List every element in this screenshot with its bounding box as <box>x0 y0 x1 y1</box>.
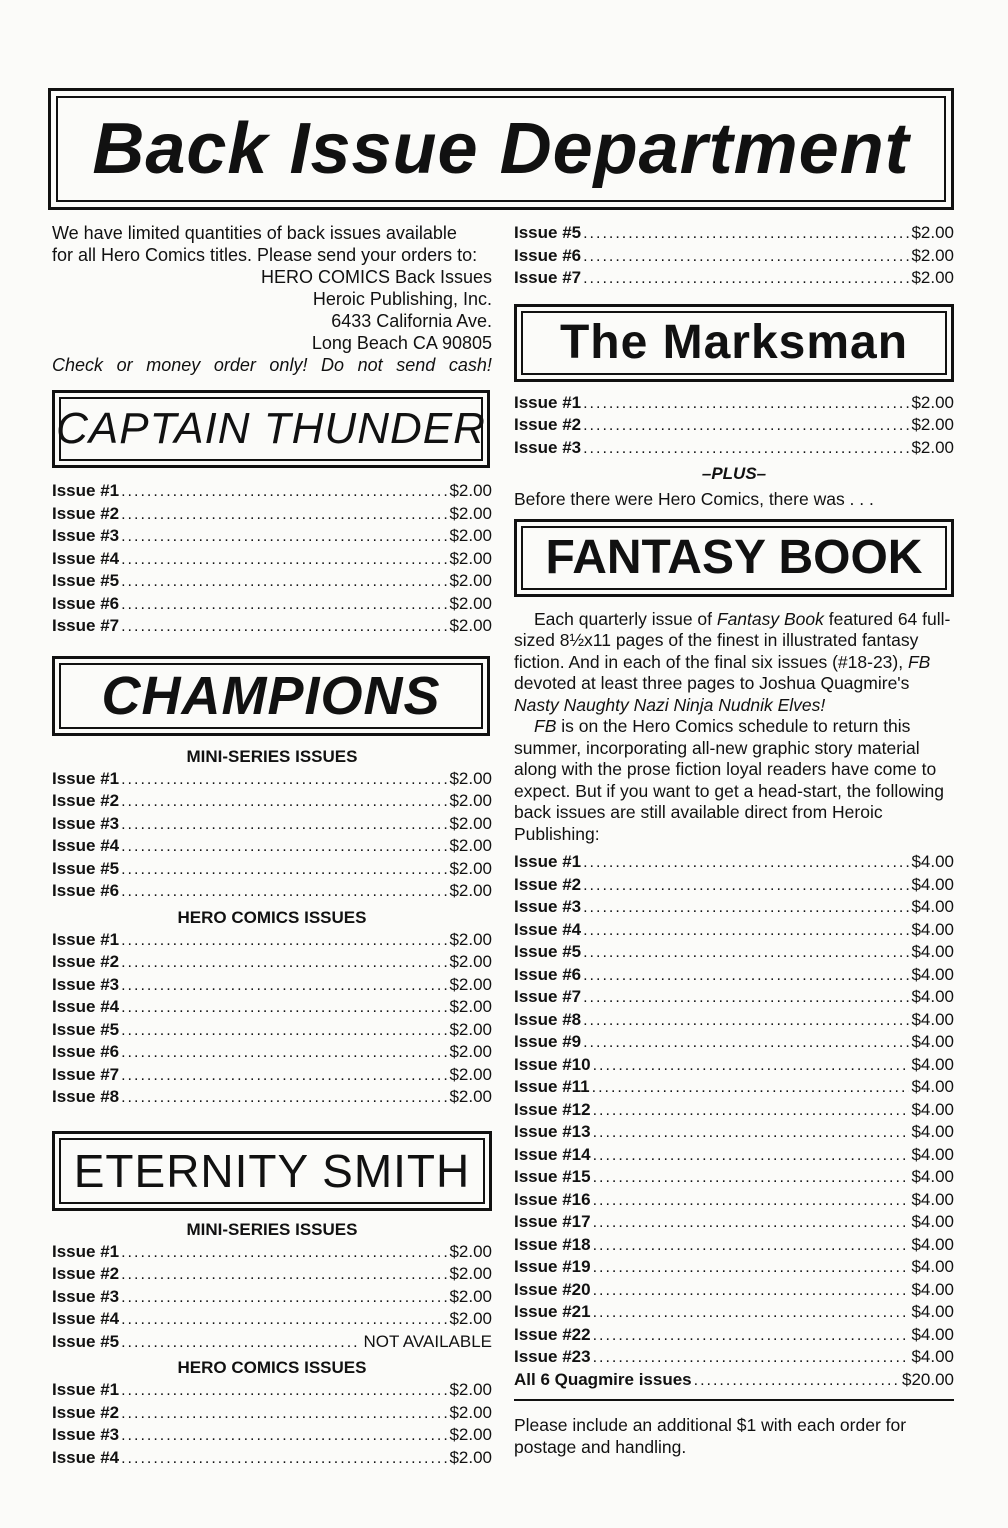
payment-note <box>52 354 492 376</box>
paragraph-italic: FB <box>534 716 557 736</box>
before-text: Before there were Hero Comics, there was . . . <box>514 489 874 509</box>
issue-price: $4.00 <box>911 1009 954 1029</box>
intro-line: We have limited quantities of back issues available <box>52 223 457 243</box>
issue-row <box>514 267 954 290</box>
issue-price: $2.00 <box>449 593 492 613</box>
dot-leader <box>121 616 447 638</box>
issue-row <box>52 790 492 813</box>
issue-price: $2.00 <box>449 813 492 833</box>
paragraph-text: is on the Hero Comics schedule to return this summer, incorporating all-new graphic story material along with the prose fiction loyal readers have come to expect. But if you want to get a head-start, the following back issues are still available direct from Heroic Publishing: <box>514 716 944 844</box>
issue-price: $4.00 <box>911 1077 954 1096</box>
dot-leader <box>593 1190 910 1212</box>
issue-price: $2.00 <box>449 1241 492 1261</box>
issue-label: Issue #4 <box>514 919 582 939</box>
issue-label: Issue #1 <box>52 1241 120 1261</box>
issue-label: Issue #5 <box>52 858 120 878</box>
issue-price: $2.00 <box>911 245 954 265</box>
issue-price: $2.00 <box>449 836 492 855</box>
issue-label: Issue #2 <box>52 1264 120 1283</box>
issue-label: Issue #8 <box>52 1087 120 1106</box>
dot-leader <box>593 1235 910 1257</box>
note-word: not <box>357 355 383 375</box>
issue-price: $2.00 <box>449 1425 492 1444</box>
issue-label: Issue #5 <box>52 571 120 590</box>
dot-leader <box>593 1145 910 1167</box>
dot-leader <box>583 415 909 437</box>
dot-leader <box>121 594 447 616</box>
issue-row <box>514 1301 954 1324</box>
champions-mini-heading: MINI-SERIES ISSUES <box>186 746 358 766</box>
issue-label: Issue #2 <box>52 503 120 523</box>
issue-row <box>514 941 954 964</box>
champions-mini-list <box>52 768 492 903</box>
issue-row <box>514 1234 954 1257</box>
dot-leader <box>583 897 909 919</box>
issue-price: $2.00 <box>449 1447 492 1467</box>
dot-leader <box>121 481 447 503</box>
plus-label: –PLUS– <box>701 464 767 483</box>
issue-price: $20.00 <box>902 1369 954 1389</box>
dot-leader <box>121 1309 447 1331</box>
issue-row <box>52 548 492 571</box>
eternity-smith-mini-list <box>52 1241 492 1354</box>
issue-label: Issue #1 <box>514 852 582 871</box>
issue-label: Issue #4 <box>52 548 120 568</box>
note-word: money <box>146 355 201 375</box>
paragraph-text: devoted at least three pages to Joshua Quagmire's <box>514 673 910 693</box>
dot-leader <box>593 1055 910 1077</box>
issue-label: Issue #21 <box>514 1302 591 1321</box>
issue-row <box>52 1331 492 1354</box>
issue-label: Issue #2 <box>52 952 120 971</box>
issue-price: $2.00 <box>449 1264 492 1283</box>
eternity-smith-hero-heading: HERO COMICS ISSUES <box>177 1358 367 1377</box>
marksman-title-box <box>514 304 954 382</box>
issue-label: Issue #5 <box>52 1019 120 1039</box>
issue-row <box>52 480 492 503</box>
dot-leader <box>583 438 909 460</box>
issue-price: $2.00 <box>449 1402 492 1422</box>
dot-leader <box>121 975 447 997</box>
issue-row <box>514 1031 954 1054</box>
dot-leader <box>593 1100 910 1122</box>
issue-row <box>52 951 492 974</box>
issue-price: $4.00 <box>911 1189 954 1209</box>
dot-leader <box>121 1087 447 1109</box>
issue-label: Issue #2 <box>52 791 120 810</box>
issue-row <box>52 835 492 858</box>
issue-row <box>52 503 492 526</box>
issue-price: $4.00 <box>911 1257 954 1276</box>
eternity-smith-hero-list-continued <box>514 222 954 290</box>
issue-label: Issue #7 <box>514 987 582 1006</box>
dot-leader <box>583 942 909 964</box>
issue-label: Issue #7 <box>52 616 120 635</box>
dot-leader <box>121 1332 361 1354</box>
dot-leader <box>121 504 447 526</box>
issue-price: $2.00 <box>449 616 492 635</box>
issue-price: $4.00 <box>911 964 954 984</box>
dot-leader <box>121 1264 447 1286</box>
issue-label: Issue #6 <box>52 1042 120 1061</box>
divider <box>514 1399 954 1401</box>
issue-row <box>514 1144 954 1167</box>
dot-leader <box>121 1287 447 1309</box>
note-word: order <box>213 355 256 375</box>
issue-price: $2.00 <box>911 223 954 242</box>
issue-label: Issue #3 <box>52 974 120 994</box>
issue-price: $2.00 <box>449 571 492 590</box>
dot-leader <box>593 1257 910 1279</box>
issue-row <box>514 1279 954 1302</box>
issue-price: $4.00 <box>911 1144 954 1164</box>
issue-price: $4.00 <box>911 1212 954 1231</box>
issue-row <box>514 964 954 987</box>
issue-price: $2.00 <box>449 1309 492 1328</box>
issue-row <box>514 874 954 897</box>
issue-price: $4.00 <box>911 1167 954 1186</box>
dot-leader <box>121 1020 447 1042</box>
issue-price: $4.00 <box>911 919 954 939</box>
issue-label: Issue #3 <box>52 813 120 833</box>
fantasy-book-paragraph-2 <box>514 716 954 845</box>
issue-label: Issue #4 <box>52 1447 120 1467</box>
issue-label: Issue #1 <box>52 481 120 500</box>
issue-row <box>52 525 492 548</box>
issue-row <box>52 1402 492 1425</box>
issue-price: $4.00 <box>911 852 954 871</box>
dot-leader <box>593 1347 910 1369</box>
note-word: cash! <box>448 355 492 375</box>
dot-leader <box>593 1122 910 1144</box>
issue-label: Issue #20 <box>514 1279 591 1299</box>
right-column <box>514 222 954 1458</box>
dot-leader <box>121 881 447 903</box>
issue-row <box>514 1166 954 1189</box>
dot-leader <box>121 769 447 791</box>
issue-row <box>52 1379 492 1402</box>
eternity-smith-title-box <box>52 1131 492 1211</box>
intro-line: for all Hero Comics titles. Please send your orders to: <box>52 245 478 265</box>
dot-leader <box>583 223 909 245</box>
dot-leader <box>121 836 447 858</box>
dot-leader <box>121 997 447 1019</box>
issue-price: $2.00 <box>449 929 492 949</box>
issue-price: $4.00 <box>911 1324 954 1344</box>
issue-row <box>52 593 492 616</box>
issue-price: $4.00 <box>911 1302 954 1321</box>
issue-row <box>52 1286 492 1309</box>
issue-row <box>514 437 954 460</box>
issue-label: Issue #19 <box>514 1257 591 1276</box>
issue-price: $2.00 <box>449 1380 492 1399</box>
fantasy-book-issue-list <box>514 851 954 1391</box>
fantasy-book-title-box <box>514 519 954 597</box>
issue-label: Issue #1 <box>52 768 120 788</box>
issue-row <box>52 1064 492 1087</box>
issue-row <box>514 1324 954 1347</box>
issue-label: Issue #15 <box>514 1167 591 1186</box>
issue-row <box>514 1256 954 1279</box>
dot-leader <box>593 1302 910 1324</box>
issue-row <box>52 1263 492 1286</box>
eternity-smith-mini-heading: MINI-SERIES ISSUES <box>186 1219 358 1239</box>
dot-leader <box>121 1065 447 1087</box>
dot-leader <box>121 571 447 593</box>
issue-price: $4.00 <box>911 874 954 894</box>
dot-leader <box>593 1167 910 1189</box>
issue-row <box>514 1189 954 1212</box>
note-word: send <box>396 355 436 375</box>
dot-leader <box>121 814 447 836</box>
dot-leader <box>121 1425 447 1447</box>
issue-label: Issue #17 <box>514 1212 591 1231</box>
issue-row <box>52 1019 492 1042</box>
issue-price: $2.00 <box>449 881 492 900</box>
captain-thunder-title-box <box>52 390 490 468</box>
issue-label: All 6 Quagmire issues <box>514 1369 692 1389</box>
address-line: Heroic Publishing, Inc. <box>312 289 492 309</box>
issue-label: Issue #2 <box>52 1402 120 1422</box>
issue-price: $2.00 <box>449 481 492 500</box>
issue-label: Issue #22 <box>514 1324 591 1344</box>
dot-leader <box>583 1032 909 1054</box>
postage-note: Please include an additional $1 with each order for postage and handling. <box>514 1415 907 1457</box>
issue-row <box>52 1308 492 1331</box>
issue-price: $4.00 <box>911 1054 954 1074</box>
issue-row <box>514 919 954 942</box>
issue-price: $2.00 <box>911 268 954 287</box>
issue-row <box>52 615 492 638</box>
champions-hero-heading: HERO COMICS ISSUES <box>177 907 367 927</box>
dot-leader <box>121 526 447 548</box>
issue-price: $4.00 <box>911 1279 954 1299</box>
issue-row <box>52 1086 492 1109</box>
issue-row <box>514 851 954 874</box>
issue-price: $2.00 <box>449 1019 492 1039</box>
issue-price: $2.00 <box>449 952 492 971</box>
dot-leader <box>121 1042 447 1064</box>
issue-label: Issue #5 <box>52 1331 120 1351</box>
issue-label: Issue #8 <box>514 1009 582 1029</box>
issue-label: Issue #3 <box>52 1286 120 1306</box>
issue-price: $2.00 <box>449 1087 492 1106</box>
issue-row <box>514 1121 954 1144</box>
dot-leader <box>583 920 909 942</box>
page-title: Back Issue Department <box>92 109 910 189</box>
issue-row <box>52 974 492 997</box>
intro <box>52 222 492 376</box>
issue-label: Issue #3 <box>52 526 120 545</box>
address-line: HERO COMICS Back Issues <box>260 267 492 287</box>
issue-row <box>52 996 492 1019</box>
issue-price: $2.00 <box>449 974 492 994</box>
dot-leader <box>592 1077 910 1099</box>
issue-row <box>52 1424 492 1447</box>
paragraph-text: featured 64 full-sized 8½x11 pages of the finest in illustrated fantasy fiction. And in each of the final six issues (#18-23), <box>514 608 951 672</box>
issue-price: $2.00 <box>449 1064 492 1084</box>
issue-price: $2.00 <box>449 1286 492 1306</box>
issue-label: Issue #23 <box>514 1347 591 1366</box>
issue-row <box>514 392 954 415</box>
fantasy-book-paragraph-1 <box>514 609 954 717</box>
issue-label: Issue #1 <box>514 392 582 412</box>
issue-price: $2.00 <box>449 503 492 523</box>
issue-label: Issue #14 <box>514 1144 591 1164</box>
issue-label: Issue #3 <box>514 897 582 916</box>
dot-leader <box>593 1212 910 1234</box>
issue-price: $4.00 <box>911 1122 954 1141</box>
dot-leader <box>121 1448 447 1470</box>
issue-label: Issue #4 <box>52 1309 120 1328</box>
dot-leader <box>121 930 447 952</box>
fantasy-book-title: FANTASY BOOK <box>545 531 923 584</box>
note-word: Check <box>52 355 104 375</box>
issue-label: Issue #3 <box>52 1425 120 1444</box>
issue-row <box>514 986 954 1009</box>
issue-row <box>52 858 492 881</box>
issue-price: NOT AVAILABLE <box>363 1331 492 1351</box>
dot-leader <box>583 987 909 1009</box>
issue-price: $2.00 <box>449 858 492 878</box>
note-word: or <box>116 355 133 375</box>
dot-leader <box>583 393 909 415</box>
paragraph-italic: FB <box>907 651 931 672</box>
paragraph-text: Each quarterly issue of <box>534 608 717 629</box>
issue-label: Issue #12 <box>514 1099 591 1119</box>
issue-price: $2.00 <box>449 526 492 545</box>
issue-label: Issue #4 <box>52 997 120 1016</box>
issue-price: $4.00 <box>911 1099 954 1119</box>
marksman-title: The Marksman <box>559 316 909 369</box>
note-word: only! <box>269 355 308 375</box>
dot-leader <box>593 1280 910 1302</box>
issue-row <box>514 1099 954 1122</box>
issue-label: Issue #5 <box>514 223 582 242</box>
left-column <box>52 222 492 1469</box>
issue-row <box>52 880 492 903</box>
issue-label: Issue #6 <box>514 245 582 265</box>
issue-label: Issue #4 <box>52 836 120 855</box>
issue-label: Issue #6 <box>52 593 120 613</box>
issue-row <box>514 414 954 437</box>
issue-label: Issue #2 <box>514 874 582 894</box>
dot-leader <box>583 852 909 874</box>
address-line: 6433 California Ave. <box>331 311 492 331</box>
issue-price: $4.00 <box>911 1032 954 1051</box>
dot-leader <box>583 965 909 987</box>
issue-row <box>52 813 492 836</box>
issue-row <box>52 768 492 791</box>
dot-leader <box>121 791 447 813</box>
dot-leader <box>121 549 447 571</box>
issue-price: $2.00 <box>449 548 492 568</box>
captain-thunder-issue-list <box>52 480 492 638</box>
issue-price: $4.00 <box>911 897 954 916</box>
issue-label: Issue #10 <box>514 1054 591 1074</box>
issue-label: Issue #2 <box>514 415 582 434</box>
issue-label: Issue #7 <box>514 268 582 287</box>
issue-row <box>514 222 954 245</box>
issue-label: Issue #7 <box>52 1064 120 1084</box>
issue-label: Issue #16 <box>514 1189 591 1209</box>
issue-row <box>52 929 492 952</box>
issue-price: $2.00 <box>911 392 954 412</box>
dot-leader <box>583 875 909 897</box>
captain-thunder-title: CAPTAIN THUNDER <box>56 404 486 453</box>
issue-label: Issue #3 <box>514 437 582 457</box>
page-title-box <box>48 88 954 210</box>
issue-row <box>52 1447 492 1470</box>
issue-price: $4.00 <box>911 1347 954 1366</box>
note-word: Do <box>321 355 345 375</box>
champions-hero-list <box>52 929 492 1109</box>
issue-row <box>514 1346 954 1369</box>
mailing-address <box>52 266 492 354</box>
dot-leader <box>583 268 909 290</box>
dot-leader <box>121 1242 447 1264</box>
dot-leader <box>121 859 447 881</box>
dot-leader <box>121 1403 447 1425</box>
issue-price: $2.00 <box>449 997 492 1016</box>
issue-row <box>52 1241 492 1264</box>
issue-label: Issue #9 <box>514 1032 582 1051</box>
issue-label: Issue #6 <box>52 881 120 900</box>
issue-row <box>52 570 492 593</box>
paragraph-italic: Fantasy Book <box>716 608 824 629</box>
marksman-issue-list <box>514 392 954 460</box>
issue-row <box>514 896 954 919</box>
address-line: Long Beach CA 90805 <box>311 333 492 353</box>
dot-leader <box>583 246 909 268</box>
champions-title: CHAMPIONS <box>101 665 441 726</box>
issue-row <box>514 1009 954 1032</box>
issue-row <box>514 1369 954 1392</box>
eternity-smith-hero-list <box>52 1379 492 1469</box>
champions-title-box <box>52 656 490 736</box>
issue-price: $2.00 <box>911 415 954 434</box>
issue-price: $4.00 <box>911 987 954 1006</box>
issue-price: $2.00 <box>449 791 492 810</box>
dot-leader <box>694 1370 900 1392</box>
issue-price: $2.00 <box>449 768 492 788</box>
issue-price: $2.00 <box>911 437 954 457</box>
eternity-smith-title: ETERNITY SMITH <box>73 1144 471 1197</box>
dot-leader <box>593 1325 910 1347</box>
issue-row <box>514 1054 954 1077</box>
dot-leader <box>583 1010 909 1032</box>
paragraph-italic: Nasty Naughty Nazi Ninja Nudnik Elves! <box>514 694 826 715</box>
issue-label: Issue #6 <box>514 964 582 984</box>
issue-label: Issue #5 <box>514 942 582 961</box>
issue-label: Issue #13 <box>514 1122 591 1141</box>
dot-leader <box>121 952 447 974</box>
issue-row <box>514 1076 954 1099</box>
issue-label: Issue #11 <box>514 1077 590 1096</box>
issue-price: $4.00 <box>911 942 954 961</box>
issue-price: $2.00 <box>449 1042 492 1061</box>
issue-label: Issue #1 <box>52 929 120 949</box>
issue-label: Issue #18 <box>514 1234 591 1254</box>
issue-row <box>514 245 954 268</box>
issue-price: $4.00 <box>911 1234 954 1254</box>
dot-leader <box>121 1380 447 1402</box>
issue-row <box>514 1211 954 1234</box>
issue-label: Issue #1 <box>52 1380 120 1399</box>
issue-row <box>52 1041 492 1064</box>
